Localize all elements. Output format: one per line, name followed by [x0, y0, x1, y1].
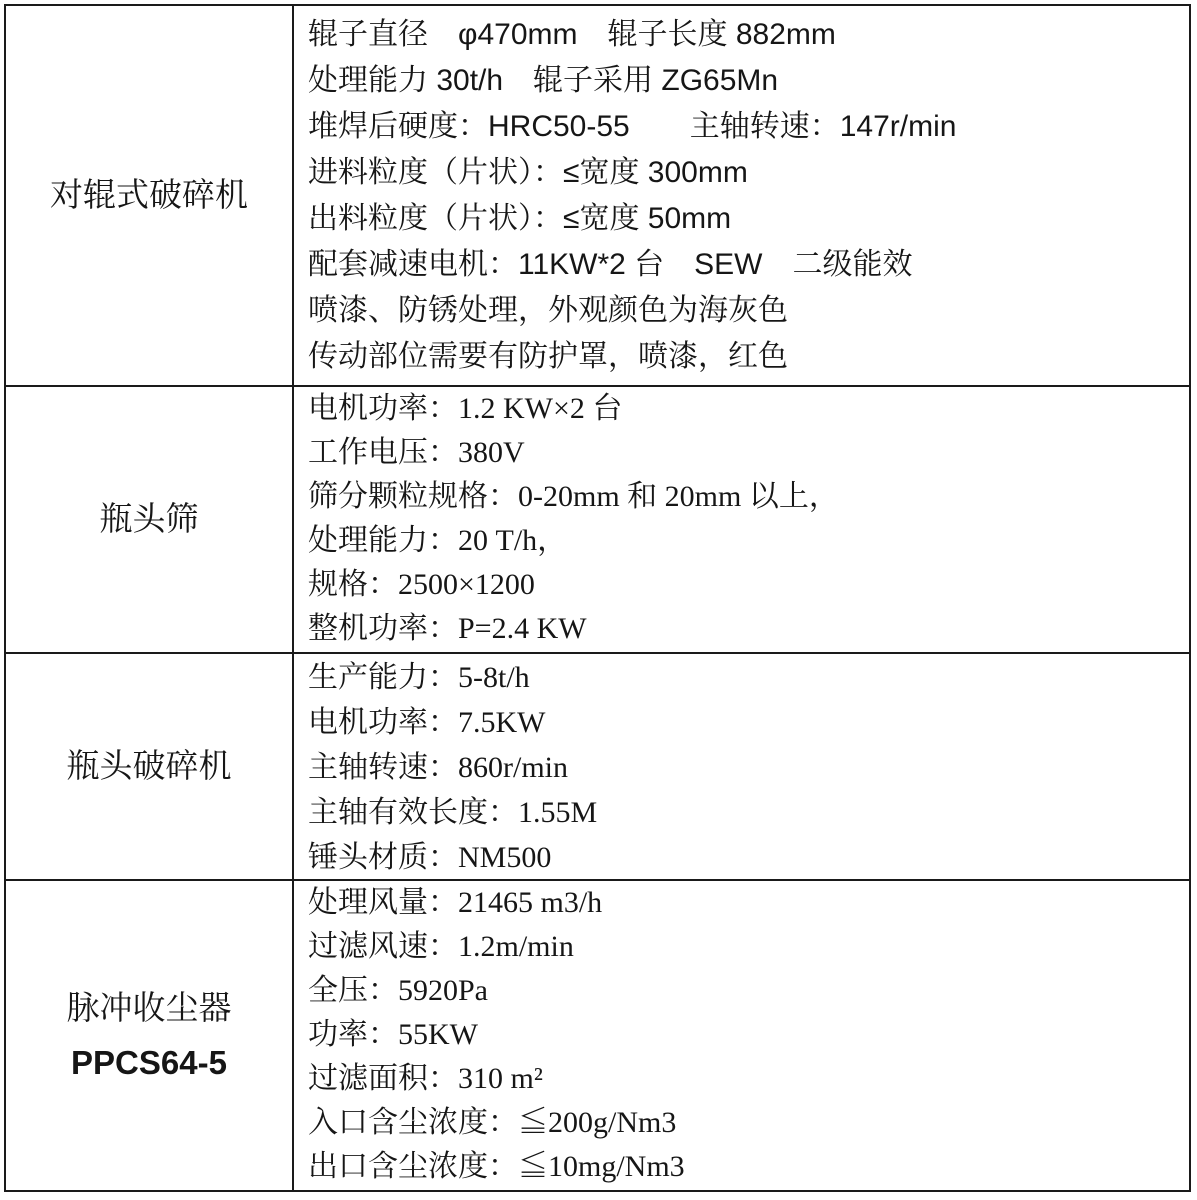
spec-line: 筛分颗粒规格：0-20mm 和 20mm 以上，	[308, 480, 839, 513]
spec-line: 入口含尘浓度：≦200g/Nm3	[308, 1106, 677, 1139]
spec-line: 功率：55KW	[308, 1018, 478, 1051]
equipment-name: 脉冲收尘器	[66, 990, 232, 1027]
spec-cell-cap-crusher	[294, 652, 1189, 879]
equipment-name: 瓶头筛	[99, 501, 199, 538]
equipment-name-cell-roller-crusher	[6, 6, 294, 385]
spec-cell-roller-crusher	[294, 6, 1189, 385]
spec-line: 生产能力：5-8t/h	[308, 661, 530, 694]
spec-line: 出口含尘浓度：≦10mg/Nm3	[308, 1150, 685, 1183]
spec-line: 配套减速电机：11KW*2 台 SEW 二级能效	[308, 248, 913, 281]
spec-line: 电机功率：7.5KW	[308, 706, 546, 739]
equipment-name-cell-dust-collector	[6, 879, 294, 1190]
spec-line: 过滤面积：310 m²	[308, 1062, 543, 1095]
spec-line: 工作电压：380V	[308, 436, 525, 469]
spec-cell-cap-screen	[294, 385, 1189, 652]
equipment-name-cell-cap-crusher	[6, 652, 294, 879]
spec-line: 进料粒度（片状）：≤宽度 300mm	[308, 156, 748, 189]
spec-line: 主轴转速：860r/min	[308, 751, 568, 784]
equipment-model: PPCS64-5	[71, 1043, 227, 1081]
spec-line: 锤头材质：NM500	[308, 841, 552, 874]
spec-line: 处理能力：20 T/h，	[308, 524, 568, 557]
equipment-spec-table	[4, 4, 1191, 1192]
spec-line: 整机功率：P=2.4 KW	[308, 612, 587, 645]
spec-line: 出料粒度（片状）：≤宽度 50mm	[308, 202, 732, 235]
spec-line: 过滤风速：1.2m/min	[308, 930, 574, 963]
equipment-name: 瓶头破碎机	[66, 748, 232, 785]
equipment-name-cell-cap-screen	[6, 385, 294, 652]
spec-line: 辊子直径 φ470mm 辊子长度 882mm	[308, 18, 836, 51]
spec-line: 喷漆、防锈处理，外观颜色为海灰色	[308, 294, 788, 327]
spec-cell-dust-collector	[294, 879, 1189, 1190]
spec-line: 处理风量：21465 m3/h	[308, 886, 603, 919]
spec-line: 全压：5920Pa	[308, 974, 488, 1007]
spec-line: 堆焊后硬度：HRC50-55 主轴转速：147r/min	[308, 110, 957, 143]
spec-line: 传动部位需要有防护罩，喷漆，红色	[308, 340, 788, 373]
spec-line: 主轴有效长度：1.55M	[308, 796, 598, 829]
spec-line: 处理能力 30t/h 辊子采用 ZG65Mn	[308, 64, 779, 97]
equipment-name: 对辊式破碎机	[50, 177, 248, 214]
spec-line: 规格：2500×1200	[308, 568, 535, 601]
spec-line: 电机功率：1.2 KW×2 台	[308, 392, 623, 425]
